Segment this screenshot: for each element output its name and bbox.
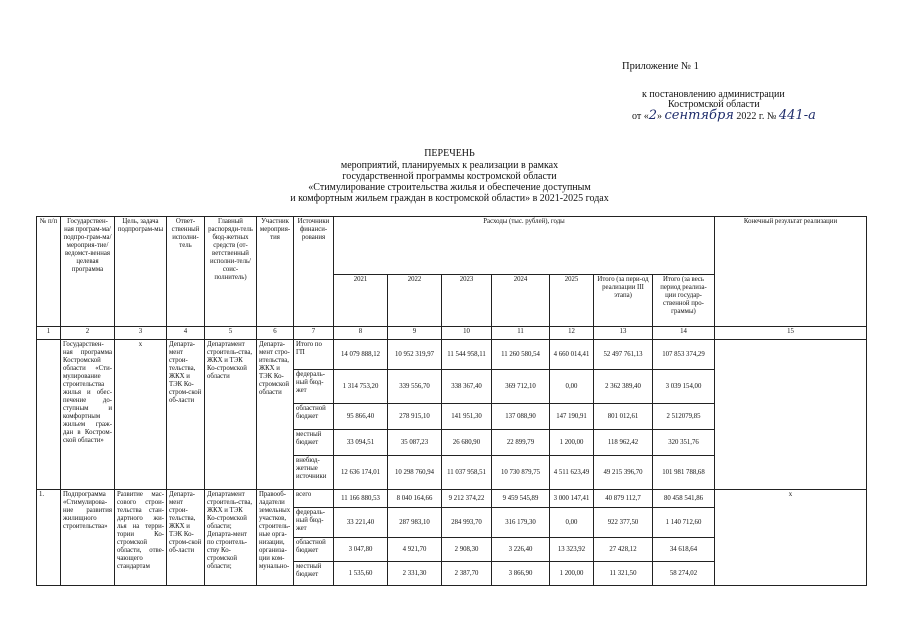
header-result: Конечный результат реализации <box>715 217 867 327</box>
value-cell: 3 866,90 <box>492 562 550 586</box>
col-number: 14 <box>653 327 715 340</box>
decree-year: 2022 г. № <box>736 111 777 122</box>
value-cell: 9 212 374,22 <box>442 490 492 508</box>
value-cell: 801 012,61 <box>594 404 653 430</box>
col-number: 1 <box>37 327 61 340</box>
value-cell: 2 512079,85 <box>653 404 715 430</box>
col-number: 6 <box>257 327 294 340</box>
header-source: Источники финанси-рования <box>294 217 334 327</box>
decree-day: 2 <box>648 108 658 123</box>
header-executor: Ответ-ственный исполни-тель <box>167 217 205 327</box>
program-participant: Департа-мент стро-ительства, ЖКХ и ТЭК Ко-стромской области <box>257 340 294 490</box>
value-cell: 2 908,30 <box>442 538 492 562</box>
title-line-4: «Стимулирование строительства жилья и обеспечение доступным <box>308 182 591 193</box>
value-cell: 2 362 389,40 <box>594 370 653 404</box>
col-number: 10 <box>442 327 492 340</box>
col-number: 9 <box>388 327 442 340</box>
value-cell: 922 377,50 <box>594 508 653 538</box>
title-line-3: государственной программы костромской области <box>342 171 557 182</box>
title-line-5: и комфортным жильем граждан в костромской области» в 2021-2025 годах <box>290 193 609 204</box>
header-no: № п/п <box>37 217 61 327</box>
value-cell: 107 853 374,29 <box>653 340 715 370</box>
value-cell: 2 331,30 <box>388 562 442 586</box>
value-cell: 52 497 761,13 <box>594 340 653 370</box>
value-cell: 10 952 319,97 <box>388 340 442 370</box>
value-cell: 316 179,30 <box>492 508 550 538</box>
header-participant: Участник мероприя-тия <box>257 217 294 327</box>
col-number: 12 <box>550 327 594 340</box>
col-number: 4 <box>167 327 205 340</box>
header-year-2025: 2025 <box>550 275 594 327</box>
subprogram-manager: Департамент строитель-ства, ЖКХ и ТЭК Ко-стромской области; Департа-мент по строитель-ству Ко-стромской области; <box>205 490 257 586</box>
value-cell: 10 730 879,75 <box>492 456 550 490</box>
row-no <box>37 340 61 490</box>
title-line-2: мероприятий, планируемых к реализации в рамках <box>340 160 559 171</box>
subprogram-executor: Департа-мент строи-тельства, ЖКХ и ТЭК Ко-стром-ской об-ласти <box>167 490 205 586</box>
subprogram-goal: Развитие мас-сового строи-тельства стан-дартного жи-лья на терри-тории Ко-стромской области, отве-чающего стандартам <box>115 490 167 586</box>
value-cell: 3 047,80 <box>334 538 388 562</box>
value-cell: 101 981 788,68 <box>653 456 715 490</box>
value-cell: 4 660 014,41 <box>550 340 594 370</box>
value-cell: 2 387,70 <box>442 562 492 586</box>
source-label: областной бюджет <box>294 404 334 430</box>
value-cell: 10 298 760,94 <box>388 456 442 490</box>
header-manager: Главный распоряди-тель бюд-жетных средств (от-ветственный исполни-тель/соис-полнитель) <box>205 217 257 327</box>
source-label: местный бюджет <box>294 562 334 586</box>
value-cell: 33 094,51 <box>334 430 388 456</box>
value-cell: 12 636 174,01 <box>334 456 388 490</box>
decree-number: 441-а <box>778 108 816 123</box>
header-year-2024: 2024 <box>492 275 550 327</box>
value-cell: 34 618,64 <box>653 538 715 562</box>
value-cell: 1 200,00 <box>550 430 594 456</box>
subprogram-name: Подпрограмма «Стимулирова-ние развития жилищного строительства» <box>61 490 115 586</box>
value-cell: 27 428,12 <box>594 538 653 562</box>
column-numbers-row <box>37 327 867 340</box>
value-cell: 11 321,50 <box>594 562 653 586</box>
source-label: федераль-ный бюд-жет <box>294 370 334 404</box>
value-cell: 40 879 112,7 <box>594 490 653 508</box>
program-name: Государствен-ная программа Костромской области «Сти-мулирование строительства жилья и обес-печение до-ступным и комфортным жильем граж-дан в Костром-ской области» <box>61 340 115 490</box>
value-cell: 141 951,30 <box>442 404 492 430</box>
decree-prefix: от « <box>632 111 649 122</box>
value-cell: 320 351,76 <box>653 430 715 456</box>
value-cell: 11 166 880,53 <box>334 490 388 508</box>
header-year-2021: 2021 <box>334 275 388 327</box>
value-cell: 0,00 <box>550 370 594 404</box>
header-year-2023: 2023 <box>442 275 492 327</box>
value-cell: 9 459 545,89 <box>492 490 550 508</box>
source-label: Итого по ГП <box>294 340 334 370</box>
value-cell: 95 866,40 <box>334 404 388 430</box>
header-total-all: Итого (за весь период реализа-ции государ-ственной про-граммы) <box>653 275 715 327</box>
col-number: 13 <box>594 327 653 340</box>
row-no: 1. <box>37 490 61 586</box>
value-cell: 8 040 164,66 <box>388 490 442 508</box>
source-label: областной бюджет <box>294 538 334 562</box>
program-executor: Департа-мент строи-тельства, ЖКХ и ТЭК Ко-стром-ской об-ласти <box>167 340 205 490</box>
program-manager: Департамент строитель-ства, ЖКХ и ТЭК Ко-стромской области <box>205 340 257 490</box>
header-year-2022: 2022 <box>388 275 442 327</box>
value-cell: 11 037 958,51 <box>442 456 492 490</box>
table-row <box>37 340 867 370</box>
value-cell: 14 079 888,12 <box>334 340 388 370</box>
value-cell: 11 260 580,54 <box>492 340 550 370</box>
value-cell: 4 511 623,49 <box>550 456 594 490</box>
value-cell: 278 915,10 <box>388 404 442 430</box>
value-cell: 287 983,10 <box>388 508 442 538</box>
value-cell: 284 993,70 <box>442 508 492 538</box>
value-cell: 0,00 <box>550 508 594 538</box>
value-cell: 4 921,70 <box>388 538 442 562</box>
header-row-1 <box>37 217 867 275</box>
value-cell: 26 680,90 <box>442 430 492 456</box>
subprogram-participant: Правооб-ладатели земельных участков, строитель-ные орга-низации, организа-ции ком-мунально- <box>257 490 294 586</box>
source-label: федераль-ный бюд-жет <box>294 508 334 538</box>
value-cell: 49 215 396,70 <box>594 456 653 490</box>
col-number: 15 <box>715 327 867 340</box>
value-cell: 1 200,00 <box>550 562 594 586</box>
value-cell: 339 556,70 <box>388 370 442 404</box>
value-cell: 11 544 958,11 <box>442 340 492 370</box>
col-number: 11 <box>492 327 550 340</box>
value-cell: 1 314 753,20 <box>334 370 388 404</box>
document-title: ПЕРЕЧЕНЬ <box>424 148 475 159</box>
value-cell: 369 712,10 <box>492 370 550 404</box>
header-expenses: Расходы (тыс. рублей), годы <box>334 217 715 275</box>
col-number: 2 <box>61 327 115 340</box>
value-cell: 3 000 147,41 <box>550 490 594 508</box>
decree-line-3 <box>632 108 816 123</box>
col-number: 5 <box>205 327 257 340</box>
value-cell: 33 221,40 <box>334 508 388 538</box>
value-cell: 80 458 541,86 <box>653 490 715 508</box>
value-cell: 1 140 712,60 <box>653 508 715 538</box>
header-program: Государствен-ная програм-ма/подпро-грам-ма/мероприя-тие/ведомст-венная целевая программа <box>61 217 115 327</box>
source-label: внебюд-жетные источники <box>294 456 334 490</box>
value-cell: 3 226,40 <box>492 538 550 562</box>
value-cell: 58 274,02 <box>653 562 715 586</box>
value-cell: 35 087,23 <box>388 430 442 456</box>
decree-mid: » <box>657 111 663 122</box>
value-cell: 137 088,90 <box>492 404 550 430</box>
source-label: местный бюджет <box>294 430 334 456</box>
value-cell: 3 039 154,00 <box>653 370 715 404</box>
decree-line-2: Костромской области <box>668 99 760 110</box>
col-number: 7 <box>294 327 334 340</box>
program-goal: х <box>115 340 167 490</box>
col-number: 8 <box>334 327 388 340</box>
decree-line-1: к постановлению администрации <box>642 89 785 100</box>
value-cell: 338 367,40 <box>442 370 492 404</box>
value-cell: 118 962,42 <box>594 430 653 456</box>
value-cell: 22 899,79 <box>492 430 550 456</box>
header-total-stage: Итого (за пери-од реализации III этапа) <box>594 275 653 327</box>
source-label: всего <box>294 490 334 508</box>
col-number: 3 <box>115 327 167 340</box>
measures-table <box>36 216 867 586</box>
header-goal: Цель, задача подпрограм-мы <box>115 217 167 327</box>
result-cell <box>715 340 867 490</box>
value-cell: 1 535,60 <box>334 562 388 586</box>
table-row <box>37 490 867 508</box>
decree-month: сентября <box>664 108 734 123</box>
result-cell: х <box>715 490 867 586</box>
value-cell: 13 323,92 <box>550 538 594 562</box>
appendix-label: Приложение № 1 <box>622 61 699 72</box>
value-cell: 147 190,91 <box>550 404 594 430</box>
